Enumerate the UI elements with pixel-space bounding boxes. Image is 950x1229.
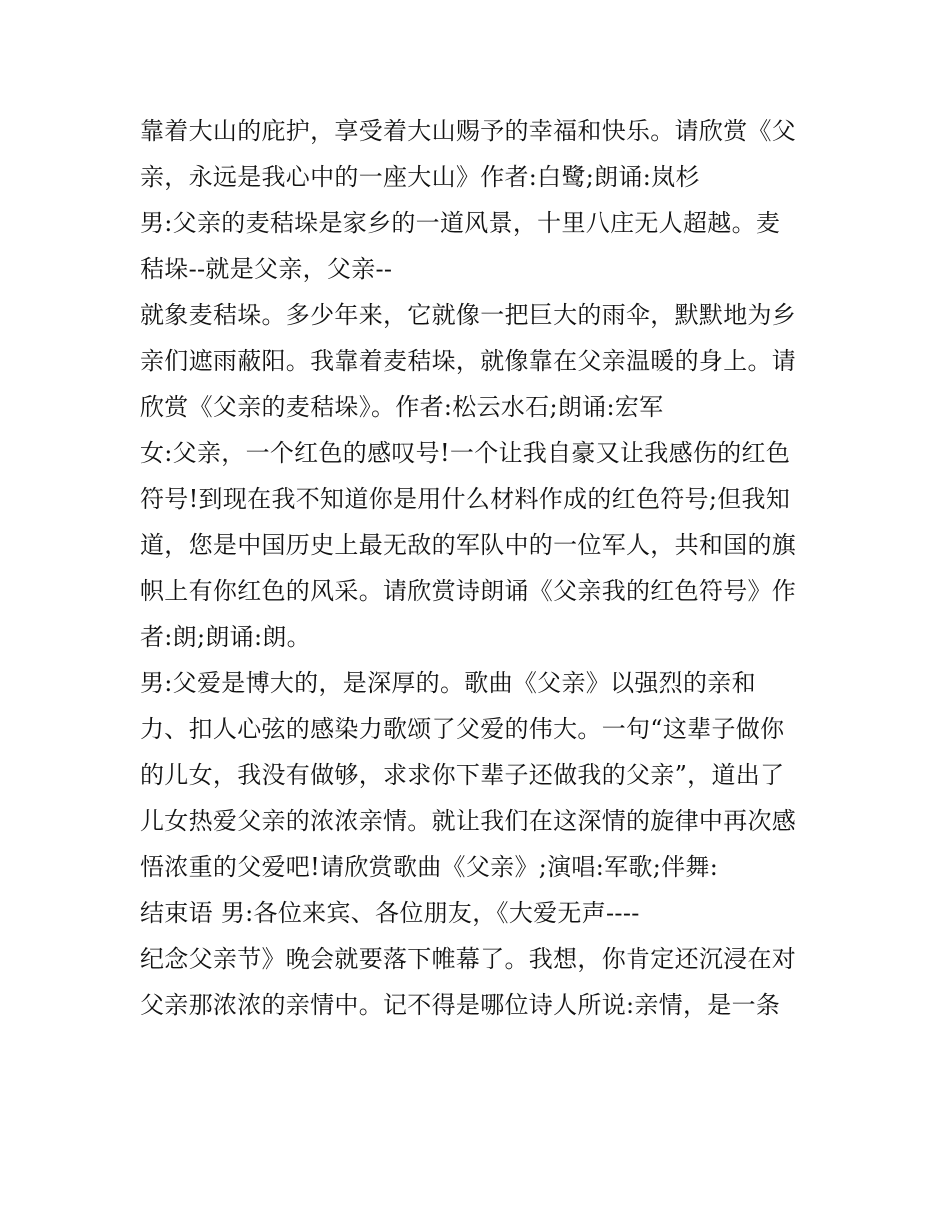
text-line: 帜上有你红色的风采。请欣赏诗朗诵《父亲我的红色符号》作 bbox=[140, 577, 797, 605]
text-line: 的儿女，我没有做够，求求你下辈子还做我的父亲”，道出了 bbox=[140, 761, 785, 789]
text-line: 亲，永远是我心中的一座大山》作者:白鹭;朗诵:岚杉 bbox=[140, 163, 700, 191]
text-line: 悟浓重的父爱吧!请欣赏歌曲《父亲》;演唱:军歌;伴舞: bbox=[140, 853, 719, 881]
text-line: 力、扣人心弦的感染力歌颂了父爱的伟大。一句“这辈子做你 bbox=[140, 715, 785, 743]
text-line: 纪念父亲节》晚会就要落下帷幕了。我想，你肯定还沉浸在对 bbox=[140, 945, 797, 973]
text-line: 欣赏《父亲的麦秸垛》。作者:松云水石;朗诵:宏军 bbox=[140, 393, 664, 421]
text-line: 秸垛--就是父亲，父亲-- bbox=[140, 255, 393, 283]
text-line: 就象麦秸垛。多少年来，它就像一把巨大的雨伞，默默地为乡 bbox=[140, 301, 797, 329]
text-line: 道，您是中国历史上最无敌的军队中的一位军人，共和国的旗 bbox=[140, 531, 797, 559]
text-line: 男:父亲的麦秸垛是家乡的一道风景，十里八庄无人超越。麦 bbox=[140, 209, 781, 237]
text-line: 女:父亲，一个红色的感叹号!一个让我自豪又让我感伤的红色 bbox=[140, 439, 791, 467]
text-line: 者:朗;朗诵:朗。 bbox=[140, 623, 311, 651]
text-line: 靠着大山的庇护，享受着大山赐予的幸福和快乐。请欣赏《父 bbox=[140, 117, 797, 145]
text-line: 结束语 男:各位来宾、各位朋友，《大爱无声---- bbox=[140, 899, 640, 927]
document-body bbox=[140, 108, 820, 1028]
text-line: 亲们遮雨蔽阳。我靠着麦秸垛，就像靠在父亲温暖的身上。请 bbox=[140, 347, 797, 375]
text-line: 儿女热爱父亲的浓浓亲情。就让我们在这深情的旋律中再次感 bbox=[140, 807, 797, 835]
text-line: 父亲那浓浓的亲情中。记不得是哪位诗人所说:亲情，是一条 bbox=[140, 991, 781, 1019]
text-line: 男:父爱是博大的，是深厚的。歌曲《父亲》以强烈的亲和 bbox=[140, 669, 756, 697]
text-line: 符号!到现在我不知道你是用什么材料作成的红色符号;但我知 bbox=[140, 485, 791, 513]
